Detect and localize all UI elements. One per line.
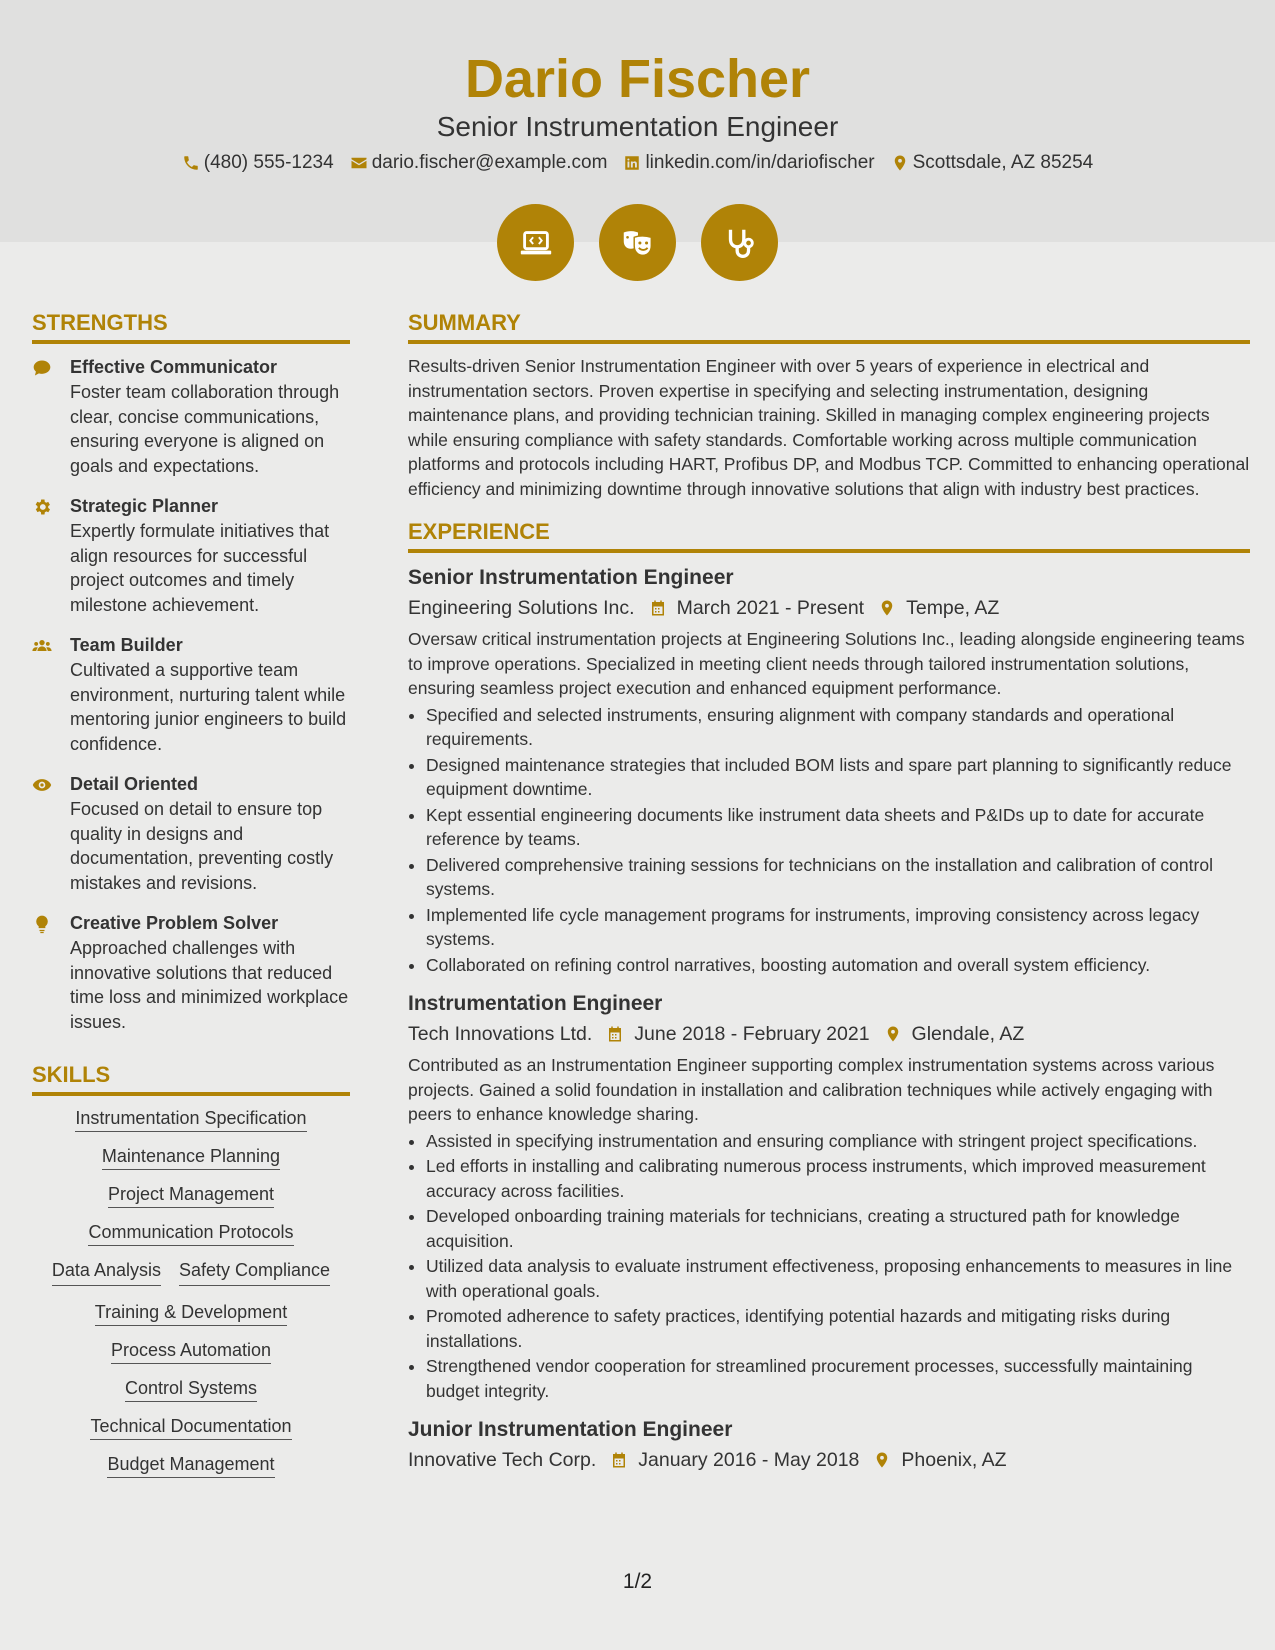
bullet-item: • Utilized data analysis to evaluate instrument effectiveness, proposing enhancements to measures in line with operational goals. [426,1254,1250,1303]
contact-email[interactable] [350,150,608,176]
bullet-item: • Developed onboarding training materials for technicians, creating a structured path for knowledge acquisition. [426,1204,1250,1253]
strengths-heading: STRENGTHS [32,308,350,344]
bullet-item: • Specified and selected instruments, ensuring alignment with company standards and operational requirements. [426,703,1250,752]
candidate-title: Senior Instrumentation Engineer [436,111,839,142]
bullet-item: • Implemented life cycle management programs for instruments, improving consistency across legacy systems. [426,903,1250,952]
interest-icons [0,204,1275,281]
strength-item [32,354,350,478]
strength-title: Team Builder [70,635,183,655]
bullet-item: • Led efforts in installing and calibrating numerous process instruments, which improved measurement accuracy across facilities. [426,1154,1250,1203]
gear-icon [32,497,52,517]
strength-desc: Foster team collaboration through clear, concise communications, ensuring everyone is aligned on goals and expectations. [70,382,340,476]
job-entry [408,563,1250,977]
contact-location [891,150,1094,176]
job-meta [408,593,1250,623]
skill-tag: Technical Documentation [90,1416,291,1440]
calendar-icon [610,1451,628,1469]
strength-title: Creative Problem Solver [70,913,279,933]
envelope-icon [350,154,368,172]
skill-tag: Training & Development [95,1302,287,1326]
skills-heading: SKILLS [32,1060,350,1096]
job-bullets [408,1129,1250,1404]
strength-title: Strategic Planner [70,496,219,516]
job-location: Tempe, AZ [906,597,1000,619]
job-title: Senior Instrumentation Engineer [408,566,734,589]
left-column [32,308,350,1476]
contact-phone [182,150,334,176]
laptop-code-icon [497,204,574,281]
contact-bar [0,150,1275,176]
job-description: Oversaw critical instrumentation projects at Engineering Solutions Inc., leading alongside engineering teams to improve operations. Specialized in meeting client needs through tailored instrumentation solutions, ensuring seamless project execution and enhanced equipment performance. [408,629,1245,698]
bullet-item: • Kept essential engineering documents like instrument data sheets and P&IDs up to date for accurate reference by teams. [426,803,1250,852]
summary-heading: SUMMARY [408,308,1250,344]
users-icon [32,636,52,656]
theater-masks-icon [599,204,676,281]
bullet-item: • Collaborated on refining control narratives, boosting automation and overall system efficiency. [426,953,1250,978]
location-text: Scottsdale, AZ 85254 [912,152,1094,173]
job-meta [408,1019,1250,1049]
skill-tag: Process Automation [111,1340,271,1364]
strength-item [32,632,350,756]
map-pin-icon [891,154,909,172]
strength-title: Detail Oriented [70,774,199,794]
skill-tag: Safety Compliance [179,1258,330,1286]
comment-icon [32,358,52,378]
job-title: Instrumentation Engineer [408,992,663,1015]
eye-icon [32,775,52,795]
skill-tag: Instrumentation Specification [75,1108,306,1132]
job-bullets [408,703,1250,978]
company-name: Innovative Tech Corp. [408,1449,597,1471]
job-entry [408,989,1250,1403]
bullet-item: • Strengthened vendor cooperation for streamlined procurement processes, successfully maintaining budget integrity. [426,1354,1250,1403]
skill-tag: Maintenance Planning [102,1146,280,1170]
skill-tag: Project Management [108,1184,274,1208]
bullet-item: • Designed maintenance strategies that included BOM lists and spare part planning to significantly reduce equipment downtime. [426,753,1250,802]
job-dates: March 2021 - Present [676,597,865,619]
calendar-icon [606,1025,624,1043]
company-name: Engineering Solutions Inc. [408,597,635,619]
company-name: Tech Innovations Ltd. [408,1023,593,1045]
strength-item [32,910,350,1034]
job-location: Glendale, AZ [911,1023,1025,1045]
strength-desc: Expertly formulate initiatives that align resources for successful project outcomes and timely milestone achievement. [70,521,330,615]
strengths-list [32,354,350,1034]
bullet-item: • Delivered comprehensive training sessions for technicians on the installation and calibration of control systems. [426,853,1250,902]
strength-item [32,771,350,895]
right-column [408,308,1250,1479]
skills-list [32,1106,350,1476]
job-description: Contributed as an Instrumentation Engineer supporting complex instrumentation systems across various projects. Gained a solid foundation in installation and calibration techniques while actively engaging with peers to enhance knowledge sharing. [408,1055,1215,1124]
job-meta [408,1445,1250,1475]
experience-heading: EXPERIENCE [408,517,1250,553]
page-number: 1/2 [622,1570,653,1593]
map-pin-icon [873,1451,891,1469]
skill-tag: Communication Protocols [88,1222,293,1246]
email-text[interactable]: dario.fischer@example.com [371,152,608,173]
job-entry [408,1415,1250,1475]
job-dates: January 2016 - May 2018 [638,1449,860,1471]
candidate-name: Dario Fischer [464,49,811,109]
phone-text: (480) 555-1234 [203,152,334,173]
map-pin-icon [884,1025,902,1043]
strength-desc: Cultivated a supportive team environment, nurturing talent while mentoring junior engineers to build confidence. [70,660,347,754]
strength-item [32,493,350,617]
bullet-item: • Promoted adherence to safety practices, identifying potential hazards and mitigating risks during installations. [426,1304,1250,1353]
phone-icon [182,154,200,172]
job-dates: June 2018 - February 2021 [634,1023,870,1045]
summary-text: Results-driven Senior Instrumentation Engineer with over 5 years of experience in electrical and instrumentation sectors. Proven expertise in specifying and selecting instrumentation, designing maintenance plans, and providing technician training. Skilled in managing complex engineering projects while ensuring compliance with safety standards. Comfortable working across multiple communication platforms and protocols including HART, Profibus DP, and Modbus TCP. Committed to enhancing operational efficiency and minimizing downtime through innovative solutions that align with industry best practices. [408,356,1250,499]
skill-tag: Data Analysis [52,1258,161,1286]
skill-tag: Budget Management [107,1454,274,1478]
strength-title: Effective Communicator [70,357,278,377]
linkedin-text[interactable]: linkedin.com/in/dariofischer [645,152,875,173]
contact-linkedin[interactable] [623,150,874,176]
stethoscope-icon [701,204,778,281]
linkedin-icon [623,154,641,172]
lightbulb-icon [32,914,52,934]
job-title: Junior Instrumentation Engineer [408,1418,733,1441]
strength-desc: Focused on detail to ensure top quality in designs and documentation, preventing costly mistakes and revisions. [70,799,334,893]
calendar-icon [649,599,667,617]
skill-tag: Control Systems [125,1378,257,1402]
job-location: Phoenix, AZ [901,1449,1007,1471]
bullet-item: • Assisted in specifying instrumentation and ensuring compliance with stringent project specifications. [426,1129,1250,1154]
map-pin-icon [878,599,896,617]
strength-desc: Approached challenges with innovative solutions that reduced time loss and minimized workplace issues. [70,938,349,1032]
